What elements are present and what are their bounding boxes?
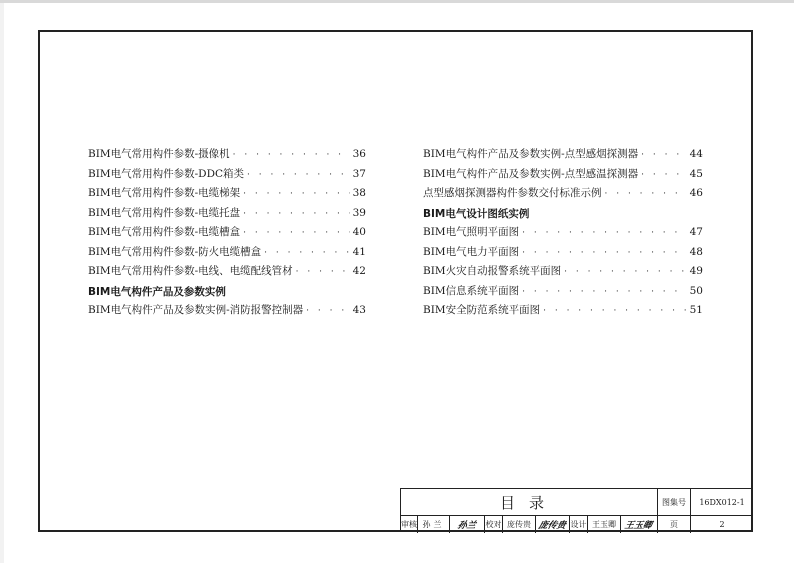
toc-entry-title: BIM信息系统平面图 bbox=[423, 284, 520, 297]
atlas-number: 16DX012-1 bbox=[699, 497, 745, 507]
toc-entry-page: 47 bbox=[689, 226, 703, 238]
dot-leader bbox=[522, 228, 687, 238]
toc-entry-page: 38 bbox=[352, 187, 366, 199]
dot-leader bbox=[641, 170, 686, 180]
drawing-title: 目录 bbox=[401, 489, 658, 515]
toc-entry bbox=[423, 224, 703, 244]
toc-entry-page: 48 bbox=[689, 245, 703, 258]
toc-entry bbox=[88, 166, 366, 186]
toc-entry-page: 49 bbox=[689, 265, 703, 277]
dot-leader bbox=[296, 267, 350, 277]
toc-entry-title: 点型感烟探测器构件参数交付标准示例 bbox=[423, 187, 602, 199]
reviewer-name: 孙兰 bbox=[418, 516, 450, 533]
toc-entry-title: BIM电气常用构件参数-DDC箱类 bbox=[88, 167, 245, 180]
toc-entry bbox=[423, 263, 703, 283]
toc-entry-title: BIM电气构件产品及参数实例-点型感温探测器 bbox=[423, 167, 639, 180]
toc-entry-title: BIM电气常用构件参数-电缆槽盒 bbox=[88, 226, 241, 238]
toc-entry-title: BIM电气常用构件参数-电缆托盘 bbox=[88, 206, 241, 219]
toc-entry-page: 50 bbox=[689, 284, 703, 297]
dot-leader bbox=[243, 228, 349, 238]
page-label: 页 bbox=[658, 516, 691, 533]
design-label: 设计 bbox=[570, 516, 588, 533]
toc-entry-page: 37 bbox=[352, 167, 366, 180]
reviewer-signature: 孙兰 bbox=[450, 516, 485, 533]
toc-entry-page: 39 bbox=[352, 206, 366, 219]
dot-leader bbox=[605, 189, 687, 199]
toc-entry-page: 44 bbox=[689, 148, 703, 160]
toc-entry-title: BIM火灾自动报警系统平面图 bbox=[423, 265, 562, 277]
toc-entry-title: BIM电气常用构件参数-电线、电缆配线管材 bbox=[88, 265, 293, 277]
toc-entry-title: BIM电气构件产品及参数实例-点型感烟探测器 bbox=[423, 148, 639, 160]
toc-entry bbox=[88, 146, 366, 166]
title-block bbox=[400, 488, 753, 532]
dot-leader bbox=[243, 189, 349, 199]
toc-entry bbox=[88, 224, 366, 244]
dot-leader bbox=[543, 306, 687, 316]
top-edge bbox=[0, 0, 794, 3]
toc-entry-title: BIM电气构件产品及参数实例-消防报警控制器 bbox=[88, 304, 304, 316]
dot-leader bbox=[233, 150, 350, 160]
toc-left-column bbox=[88, 146, 366, 322]
designer-name: 王玉卿 bbox=[588, 516, 621, 533]
toc-entry-page: 51 bbox=[689, 304, 703, 316]
dot-leader bbox=[522, 287, 687, 297]
toc-entry bbox=[88, 302, 366, 322]
toc-right-column bbox=[423, 146, 703, 322]
checker-name: 庞传贵 bbox=[503, 516, 536, 533]
toc-entry bbox=[88, 244, 366, 264]
dot-leader bbox=[564, 267, 687, 277]
toc-entry-title: BIM电气常用构件参数-电缆梯架 bbox=[88, 187, 241, 199]
toc-entry-page: 45 bbox=[689, 167, 703, 180]
toc-entry-title: BIM安全防范系统平面图 bbox=[423, 304, 541, 316]
review-label: 审核 bbox=[401, 516, 418, 533]
dot-leader bbox=[264, 248, 349, 258]
checker-signature: 庞传贵 bbox=[536, 516, 570, 533]
toc-section-heading: BIM电气设计图纸实例 bbox=[423, 207, 530, 220]
title-block-row-top bbox=[401, 489, 753, 516]
toc-entry-page: 41 bbox=[352, 245, 366, 258]
toc-entry bbox=[423, 146, 703, 166]
title-block-row-bottom bbox=[401, 516, 753, 533]
toc-entry-title: BIM电气电力平面图 bbox=[423, 245, 520, 258]
toc-entry bbox=[88, 263, 366, 283]
toc-entry-page: 40 bbox=[352, 226, 366, 238]
toc-entry-title: BIM电气常用构件参数-摄像机 bbox=[88, 148, 230, 160]
toc-entry bbox=[423, 185, 703, 205]
toc-entry bbox=[88, 205, 366, 225]
dot-leader bbox=[522, 248, 687, 258]
toc-section-heading: BIM电气构件产品及参数实例 bbox=[88, 285, 226, 298]
dot-leader bbox=[641, 150, 686, 160]
page-number: 2 bbox=[719, 520, 725, 529]
toc-entry-page: 42 bbox=[352, 265, 366, 277]
toc-entry-page: 43 bbox=[352, 304, 366, 316]
toc-entry-page: 46 bbox=[689, 187, 703, 199]
dot-leader bbox=[243, 209, 349, 219]
toc-entry bbox=[423, 283, 703, 303]
toc-entry bbox=[423, 302, 703, 322]
dot-leader bbox=[247, 170, 350, 180]
designer-signature: 王玉卿 bbox=[621, 516, 658, 533]
toc-entry bbox=[88, 185, 366, 205]
atlas-number-label: 图集号 bbox=[658, 489, 691, 515]
toc-entry bbox=[423, 166, 703, 186]
toc-entry-title: BIM电气常用构件参数-防火电缆槽盒 bbox=[88, 245, 262, 258]
check-label: 校对 bbox=[485, 516, 503, 533]
dot-leader bbox=[306, 306, 349, 316]
toc-entry-title: BIM电气照明平面图 bbox=[423, 226, 520, 238]
toc-entry bbox=[423, 244, 703, 264]
toc-entry-page: 36 bbox=[352, 148, 366, 160]
